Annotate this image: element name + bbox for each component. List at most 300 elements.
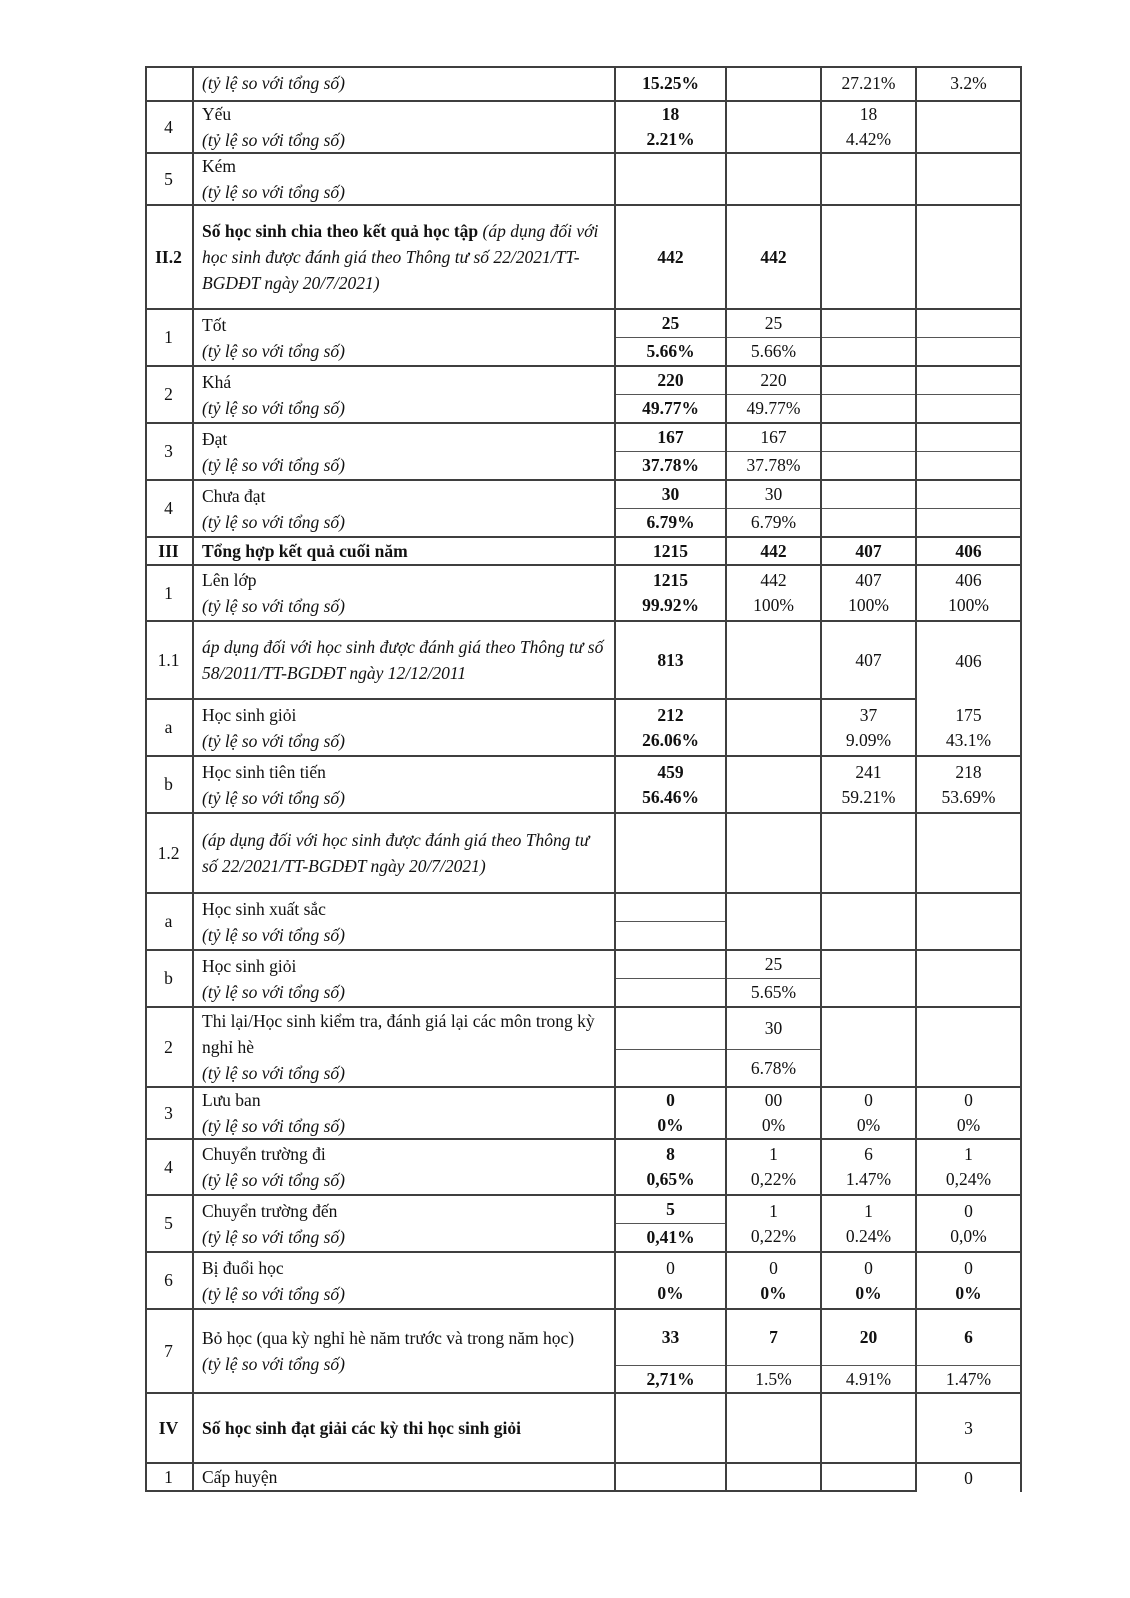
data-cell bbox=[727, 951, 822, 1008]
cell-text: II.2 bbox=[155, 246, 182, 267]
row-label-text bbox=[202, 426, 609, 478]
data-subcell-percent bbox=[616, 452, 725, 479]
label-segment: Bỏ học (qua kỳ nghỉ hè năm trước và trong năm học) bbox=[202, 1328, 575, 1348]
cell-text: 1.47% bbox=[845, 1169, 892, 1189]
data-subcell-percent bbox=[616, 922, 725, 949]
data-subcell-value bbox=[616, 367, 725, 395]
data-subcell-percent bbox=[822, 452, 915, 479]
cell-text: 26.06% bbox=[642, 729, 699, 750]
cell-text: 406 bbox=[955, 650, 982, 671]
cell-text: 1 bbox=[164, 582, 173, 603]
data-cell bbox=[727, 700, 822, 757]
data-subcell-value bbox=[616, 424, 725, 452]
row-label-text bbox=[202, 702, 609, 754]
data-cell bbox=[822, 814, 917, 894]
data-subcell-percent bbox=[822, 395, 915, 422]
data-cell bbox=[727, 1140, 822, 1196]
data-cell bbox=[616, 1196, 727, 1253]
data-subcell-value bbox=[616, 310, 725, 338]
data-cell bbox=[917, 66, 1022, 102]
data-cell bbox=[727, 1253, 822, 1310]
data-cell bbox=[727, 1394, 822, 1464]
label-segment: Học sinh giỏi bbox=[202, 704, 297, 725]
data-subcell-percent bbox=[616, 509, 725, 536]
label-segment: Cấp huyện bbox=[202, 1467, 278, 1487]
cell-text: 0,22% bbox=[750, 1225, 797, 1246]
data-cell bbox=[727, 538, 822, 566]
cell-text: 6 bbox=[964, 1327, 973, 1347]
cell-text: 1 bbox=[864, 1200, 873, 1221]
data-cell bbox=[727, 814, 822, 894]
row-number-cell bbox=[145, 1196, 194, 1253]
row-label-text bbox=[202, 538, 609, 564]
data-cell bbox=[616, 1140, 727, 1196]
row-number-cell bbox=[145, 566, 194, 622]
row-label-cell bbox=[194, 1394, 616, 1464]
data-cell bbox=[616, 566, 727, 622]
data-cell bbox=[917, 814, 1022, 894]
row-number-cell bbox=[145, 424, 194, 481]
label-segment: Số học sinh đạt giải các kỳ thi học sinh giỏi bbox=[202, 1418, 521, 1438]
data-subcell-percent bbox=[616, 979, 725, 1006]
cell-text: 0% bbox=[855, 1282, 882, 1303]
cell-text: 4 bbox=[164, 1156, 173, 1177]
data-subcell-value bbox=[727, 424, 820, 452]
data-cell bbox=[822, 1253, 917, 1310]
row-label-text bbox=[202, 1325, 609, 1377]
row-label-cell bbox=[194, 206, 616, 310]
data-cell bbox=[727, 424, 822, 481]
data-subcell-percent bbox=[822, 338, 915, 365]
cell-text: 7 bbox=[769, 1327, 778, 1347]
label-segment: Chuyển trường đi bbox=[202, 1144, 326, 1164]
cell-text: 813 bbox=[657, 649, 684, 670]
row-number-cell bbox=[145, 310, 194, 367]
cell-text: b bbox=[164, 774, 173, 794]
data-cell bbox=[917, 894, 1022, 951]
data-cell bbox=[727, 310, 822, 367]
cell-text: 6.79% bbox=[646, 512, 695, 532]
data-cell bbox=[822, 1394, 917, 1464]
data-cell bbox=[917, 538, 1022, 566]
cell-text: 0% bbox=[657, 1115, 684, 1135]
row-label-text bbox=[202, 1008, 609, 1086]
cell-text: 49.77% bbox=[746, 398, 801, 418]
cell-text: a bbox=[164, 911, 173, 931]
data-cell bbox=[727, 66, 822, 102]
row-label-text bbox=[202, 827, 609, 879]
data-cell bbox=[822, 66, 917, 102]
data-subcell-value bbox=[822, 424, 915, 452]
cell-text: 0 bbox=[964, 1200, 973, 1221]
label-segment: Yếu bbox=[202, 104, 232, 124]
cell-text: 100% bbox=[753, 595, 794, 615]
data-subcell-percent bbox=[727, 979, 820, 1006]
data-cell bbox=[727, 1088, 822, 1140]
cell-text: 406 bbox=[955, 540, 982, 561]
cell-text: 0% bbox=[956, 1115, 981, 1135]
row-label-cell bbox=[194, 1196, 616, 1253]
cell-text: 0 bbox=[964, 1257, 973, 1278]
data-cell bbox=[822, 102, 917, 154]
data-subcell-value bbox=[616, 951, 725, 979]
cell-text: 241 bbox=[855, 761, 882, 782]
cell-text: 49.77% bbox=[642, 398, 699, 418]
cell-text: 0,0% bbox=[950, 1225, 987, 1246]
cell-text: 3.2% bbox=[950, 72, 987, 93]
label-segment: (tỷ lệ so với tổng số) bbox=[202, 182, 345, 202]
label-segment: (tỷ lệ so với tổng số) bbox=[202, 596, 345, 616]
data-cell bbox=[917, 1140, 1022, 1196]
row-label-cell bbox=[194, 310, 616, 367]
row-label-text bbox=[202, 218, 609, 296]
row-label-cell bbox=[194, 424, 616, 481]
cell-text: 0 bbox=[964, 1467, 973, 1488]
label-segment: (tỷ lệ so với tổng số) bbox=[202, 511, 345, 532]
row-label-cell bbox=[194, 102, 616, 154]
row-number-cell bbox=[145, 951, 194, 1008]
row-label-cell bbox=[194, 894, 616, 951]
cell-text: 30 bbox=[764, 484, 783, 504]
data-subcell-value bbox=[616, 1196, 725, 1224]
row-label-cell bbox=[194, 1253, 616, 1310]
row-label-text bbox=[202, 634, 609, 686]
data-cell bbox=[616, 1394, 727, 1464]
cell-text: 0,24% bbox=[945, 1169, 992, 1189]
label-segment: Lên lớp bbox=[202, 570, 257, 590]
cell-text: 6.79% bbox=[750, 512, 797, 532]
cell-text: 0% bbox=[761, 1115, 786, 1135]
cell-text: 1215 bbox=[653, 570, 688, 590]
data-cell bbox=[822, 481, 917, 538]
cell-text: 1.5% bbox=[755, 1368, 792, 1389]
cell-text: 25 bbox=[764, 954, 783, 974]
cell-text: 2 bbox=[164, 1036, 173, 1057]
data-cell bbox=[917, 367, 1022, 424]
row-number-cell bbox=[145, 757, 194, 814]
data-cell bbox=[727, 1196, 822, 1253]
row-label-cell bbox=[194, 1088, 616, 1140]
data-cell bbox=[822, 951, 917, 1008]
row-label-cell bbox=[194, 1310, 616, 1394]
data-cell bbox=[822, 1140, 917, 1196]
data-subcell-percent bbox=[727, 1366, 820, 1392]
cell-text: 1215 bbox=[653, 540, 688, 561]
row-number-cell bbox=[145, 1140, 194, 1196]
cell-text: 5.66% bbox=[646, 341, 695, 361]
row-number-cell bbox=[145, 367, 194, 424]
data-subcell-percent bbox=[917, 509, 1020, 536]
cell-text: 1 bbox=[769, 1144, 778, 1164]
data-subcell-percent bbox=[822, 1366, 915, 1392]
data-cell bbox=[917, 1196, 1022, 1253]
row-label-cell bbox=[194, 1140, 616, 1196]
data-cell bbox=[616, 757, 727, 814]
cell-text: 0 bbox=[864, 1090, 873, 1110]
data-cell bbox=[616, 1088, 727, 1140]
data-cell bbox=[822, 1196, 917, 1253]
cell-text: 6 bbox=[864, 1144, 873, 1164]
cell-text: 406 bbox=[955, 570, 982, 590]
label-segment: (tỷ lệ so với tổng số) bbox=[202, 1116, 345, 1136]
label-segment: Học sinh tiên tiến bbox=[202, 761, 326, 782]
data-cell bbox=[917, 206, 1022, 310]
cell-text: 00 bbox=[764, 1090, 783, 1110]
data-cell bbox=[917, 102, 1022, 154]
cell-text: 407 bbox=[855, 570, 882, 590]
cell-text: 20 bbox=[859, 1327, 878, 1347]
cell-text: 0% bbox=[657, 1282, 684, 1303]
label-segment: (tỷ lệ so với tổng số) bbox=[202, 454, 345, 475]
label-segment: (tỷ lệ so với tổng số) bbox=[202, 397, 345, 418]
row-label-cell bbox=[194, 367, 616, 424]
row-number-cell bbox=[145, 1310, 194, 1394]
cell-text: 4.91% bbox=[845, 1368, 892, 1389]
cell-text: 5 bbox=[164, 1213, 173, 1233]
cell-text: 0 bbox=[769, 1257, 778, 1278]
data-cell bbox=[727, 757, 822, 814]
row-label-text bbox=[202, 1464, 609, 1490]
row-label-cell bbox=[194, 538, 616, 566]
data-subcell-percent bbox=[727, 338, 820, 365]
cell-text: 0,22% bbox=[750, 1169, 797, 1189]
cell-text: 18 bbox=[859, 104, 878, 124]
data-cell bbox=[727, 206, 822, 310]
label-segment: Khá bbox=[202, 371, 232, 392]
row-label-text bbox=[202, 153, 609, 205]
cell-text: 59.21% bbox=[841, 786, 896, 807]
cell-text: 100% bbox=[948, 595, 989, 615]
data-cell bbox=[822, 1310, 917, 1394]
row-number-cell bbox=[145, 814, 194, 894]
row-label-text bbox=[202, 369, 609, 421]
label-segment: Bị đuổi học bbox=[202, 1257, 284, 1278]
cell-text: 212 bbox=[657, 704, 684, 725]
data-cell bbox=[917, 566, 1022, 622]
cell-text: 2 bbox=[164, 384, 173, 404]
row-number-cell bbox=[145, 1394, 194, 1464]
data-subcell-value bbox=[727, 1310, 820, 1366]
report-table bbox=[145, 66, 1022, 1492]
data-cell bbox=[616, 1310, 727, 1394]
row-label-text bbox=[202, 896, 609, 948]
data-cell bbox=[822, 367, 917, 424]
data-subcell-value bbox=[616, 894, 725, 922]
data-cell bbox=[727, 894, 822, 951]
row-number-cell bbox=[145, 1088, 194, 1140]
cell-text: 1.1 bbox=[157, 649, 180, 670]
cell-text: 6.78% bbox=[750, 1057, 797, 1078]
data-subcell-percent bbox=[616, 338, 725, 365]
cell-text: 99.92% bbox=[642, 595, 699, 615]
data-cell bbox=[822, 1088, 917, 1140]
cell-text: 3 bbox=[964, 1417, 973, 1438]
label-segment: áp dụng đối với học sinh được đánh giá theo Thông tư số 58/2011/TT-BGDĐT ngày 12/12/2011 bbox=[202, 637, 604, 683]
row-number-cell bbox=[145, 1464, 194, 1492]
data-subcell-percent bbox=[727, 452, 820, 479]
cell-text: 5 bbox=[164, 168, 173, 189]
row-label-text bbox=[202, 1255, 609, 1307]
cell-text: 6 bbox=[164, 1270, 173, 1290]
cell-text: 0,41% bbox=[646, 1227, 695, 1247]
label-segment: Đạt bbox=[202, 428, 228, 449]
label-segment: (tỷ lệ so với tổng số) bbox=[202, 981, 345, 1002]
row-label-text bbox=[202, 1141, 609, 1193]
row-label-text bbox=[202, 759, 609, 811]
cell-text: 442 bbox=[760, 570, 787, 590]
data-cell bbox=[822, 1464, 917, 1492]
cell-text: 407 bbox=[855, 540, 882, 561]
cell-text: 5.65% bbox=[750, 982, 797, 1002]
row-number-cell bbox=[145, 206, 194, 310]
cell-text: 0 bbox=[666, 1257, 675, 1278]
data-cell bbox=[616, 1008, 727, 1088]
data-subcell-value bbox=[822, 367, 915, 395]
label-segment: (tỷ lệ so với tổng số) bbox=[202, 787, 345, 808]
row-number-cell bbox=[145, 538, 194, 566]
row-number-cell bbox=[145, 481, 194, 538]
data-cell bbox=[822, 538, 917, 566]
data-subcell-percent bbox=[822, 509, 915, 536]
data-subcell-percent bbox=[616, 1224, 725, 1251]
cell-text: b bbox=[164, 968, 173, 988]
cell-text: 0.24% bbox=[845, 1225, 892, 1246]
row-label-cell bbox=[194, 1464, 616, 1492]
data-subcell-value bbox=[822, 481, 915, 509]
cell-text: 0% bbox=[856, 1115, 881, 1135]
data-subcell-value bbox=[822, 310, 915, 338]
label-segment: (tỷ lệ so với tổng số) bbox=[202, 1063, 345, 1083]
data-cell bbox=[917, 1464, 1022, 1492]
cell-text: 4 bbox=[164, 498, 173, 518]
cell-text: 37.78% bbox=[746, 455, 801, 475]
cell-text: 8 bbox=[666, 1144, 675, 1164]
row-label-text bbox=[202, 101, 609, 153]
data-cell bbox=[917, 481, 1022, 538]
label-segment: (tỷ lệ so với tổng số) bbox=[202, 73, 345, 93]
row-label-cell bbox=[194, 66, 616, 102]
cell-text: 442 bbox=[760, 246, 787, 267]
label-segment: (áp dụng đối với học sinh được đánh giá theo Thông tư số 22/2021/TT-BGDĐT ngày 20/7/2021) bbox=[202, 221, 599, 293]
data-cell bbox=[822, 1008, 917, 1088]
data-subcell-percent bbox=[616, 395, 725, 422]
data-subcell-value bbox=[917, 1310, 1020, 1366]
label-segment: (tỷ lệ so với tổng số) bbox=[202, 130, 345, 150]
merged-cell-upper bbox=[917, 622, 1020, 700]
data-subcell-value bbox=[727, 951, 820, 979]
label-segment: Số học sinh chia theo kết quả học tập bbox=[202, 221, 483, 241]
row-number-cell bbox=[145, 894, 194, 951]
label-segment: (tỷ lệ so với tổng số) bbox=[202, 924, 345, 945]
data-cell bbox=[822, 310, 917, 367]
cell-text: 0% bbox=[955, 1282, 982, 1303]
data-subcell-value bbox=[616, 481, 725, 509]
row-label-text bbox=[202, 953, 609, 1005]
data-cell bbox=[616, 154, 727, 206]
cell-text: 0 bbox=[964, 1090, 973, 1110]
cell-text: 1 bbox=[769, 1200, 778, 1221]
cell-text: 7 bbox=[164, 1340, 173, 1361]
cell-text: 0 bbox=[666, 1090, 675, 1110]
data-cell bbox=[917, 757, 1022, 814]
data-cell bbox=[727, 154, 822, 206]
cell-text: 56.46% bbox=[642, 786, 699, 807]
data-subcell-percent bbox=[727, 509, 820, 536]
cell-text: 30 bbox=[764, 1018, 783, 1038]
data-cell bbox=[616, 367, 727, 424]
cell-text: 442 bbox=[657, 246, 684, 267]
label-segment: (tỷ lệ so với tổng số) bbox=[202, 1354, 345, 1374]
cell-text: 30 bbox=[661, 484, 680, 504]
cell-text: 175 bbox=[955, 704, 982, 725]
cell-text: 1.47% bbox=[945, 1368, 992, 1389]
row-label-cell bbox=[194, 814, 616, 894]
data-subcell-value bbox=[917, 310, 1020, 338]
row-label-text bbox=[202, 567, 609, 619]
cell-text: 37 bbox=[859, 704, 878, 725]
cell-text: 1 bbox=[964, 1144, 973, 1164]
cell-text: IV bbox=[158, 1417, 179, 1438]
cell-text: 100% bbox=[848, 595, 889, 615]
data-subcell-value bbox=[917, 367, 1020, 395]
data-cell bbox=[616, 814, 727, 894]
data-subcell-value bbox=[727, 367, 820, 395]
data-cell bbox=[822, 757, 917, 814]
cell-text: 167 bbox=[760, 427, 787, 447]
data-subcell-value bbox=[917, 424, 1020, 452]
cell-text: 167 bbox=[657, 427, 684, 447]
data-cell bbox=[616, 894, 727, 951]
cell-text: 0,65% bbox=[646, 1169, 695, 1189]
data-cell bbox=[616, 310, 727, 367]
row-label-cell bbox=[194, 700, 616, 757]
data-cell bbox=[917, 1394, 1022, 1464]
data-cell bbox=[822, 622, 917, 700]
row-number-cell bbox=[145, 102, 194, 154]
cell-text: 1.2 bbox=[157, 842, 180, 863]
cell-text: 25 bbox=[661, 313, 680, 333]
data-cell bbox=[616, 206, 727, 310]
cell-text: 2.21% bbox=[646, 129, 695, 149]
data-cell bbox=[727, 102, 822, 154]
data-cell bbox=[822, 700, 917, 757]
label-segment: Học sinh xuất sắc bbox=[202, 898, 326, 919]
cell-text: a bbox=[164, 717, 173, 737]
cell-text: 53.69% bbox=[941, 786, 996, 807]
data-cell bbox=[727, 566, 822, 622]
merged-cell-lower bbox=[917, 700, 1020, 755]
data-subcell-value bbox=[822, 1310, 915, 1366]
cell-text: 15.25% bbox=[642, 72, 699, 93]
label-segment: (tỷ lệ so với tổng số) bbox=[202, 1170, 345, 1190]
row-number-cell bbox=[145, 622, 194, 700]
row-label-cell bbox=[194, 566, 616, 622]
cell-text: 218 bbox=[955, 761, 982, 782]
data-cell bbox=[616, 622, 727, 700]
data-cell bbox=[727, 367, 822, 424]
cell-text: 5.66% bbox=[750, 341, 797, 361]
row-number-cell bbox=[145, 700, 194, 757]
cell-text: 37.78% bbox=[642, 455, 699, 475]
row-label-cell bbox=[194, 1008, 616, 1088]
label-segment: (tỷ lệ so với tổng số) bbox=[202, 340, 345, 361]
data-cell bbox=[616, 66, 727, 102]
label-segment: (tỷ lệ so với tổng số) bbox=[202, 730, 345, 751]
data-cell bbox=[917, 1310, 1022, 1394]
row-label-cell bbox=[194, 951, 616, 1008]
row-label-cell bbox=[194, 757, 616, 814]
data-subcell-percent bbox=[616, 1050, 725, 1086]
